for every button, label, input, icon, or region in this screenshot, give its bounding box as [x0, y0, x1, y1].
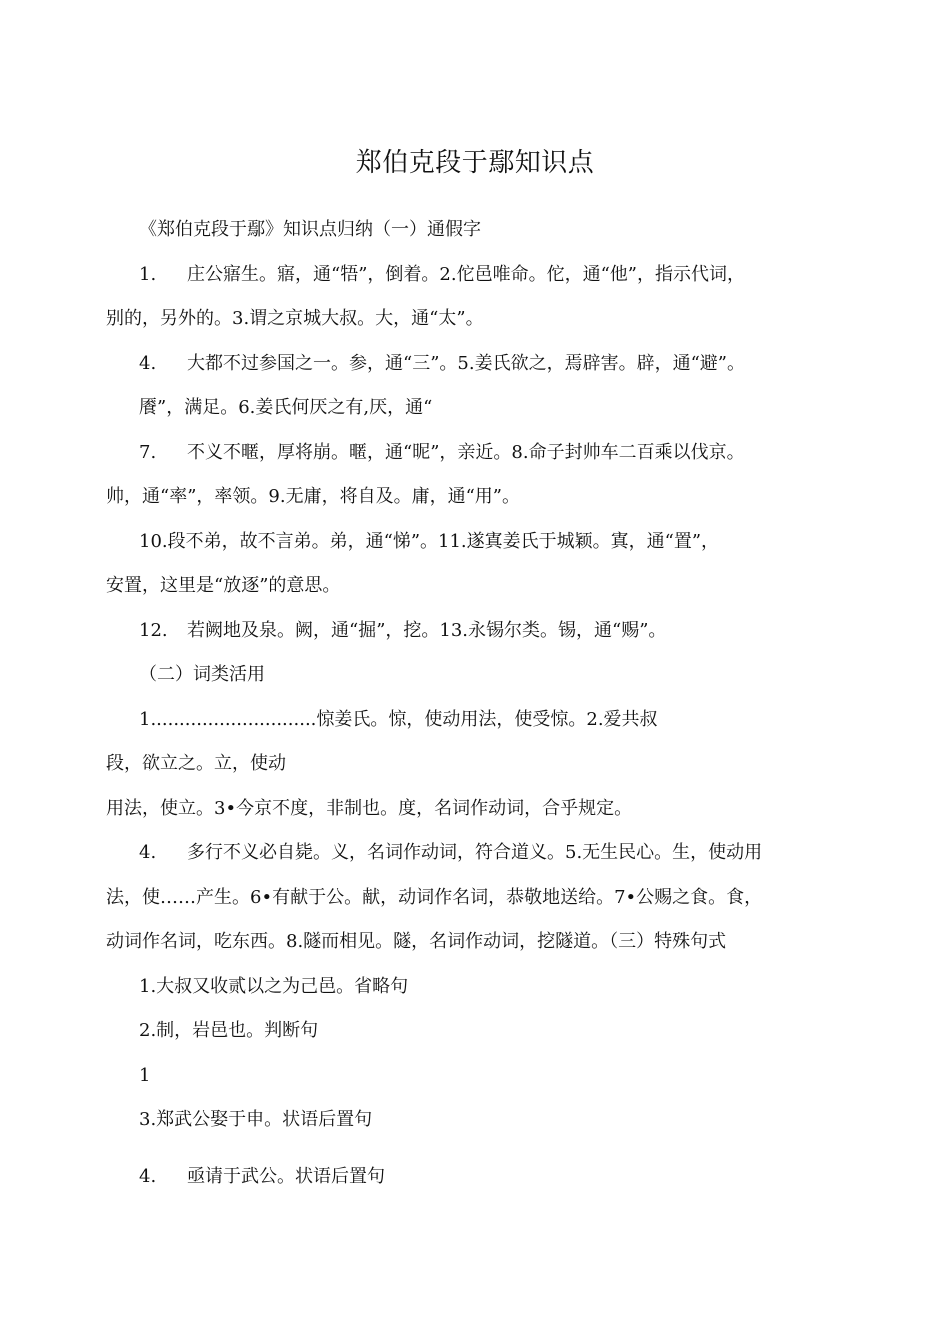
paragraph-line: 安置，这里是“放逐”的意思。 — [106, 575, 341, 596]
paragraph-line: 帅，通“率”，率领。9.无庸，将自及。庸，通“用”。 — [106, 486, 520, 507]
item-number: 4. — [139, 1166, 157, 1187]
item-number: 1. — [139, 264, 157, 285]
paragraph-line — [139, 841, 762, 865]
paragraph-line: 2.制，岩邑也。判断句 — [139, 1020, 319, 1041]
page-number: 1 — [139, 1065, 151, 1086]
paragraph-line: 法，使……产生。6•有献于公。献，动词作名词，恭敬地送给。7•公赐之食。食， — [106, 887, 763, 908]
item-number: 4. — [139, 842, 157, 863]
paragraph-line — [139, 1165, 385, 1189]
paragraph-line: 10.段不弟，故不言弟。弟，通“悌”。11.遂寘姜氏于城颖。寘，通“置”， — [139, 531, 720, 552]
paragraph-text: 大都不过参国之一。参，通“三”。5.姜氏欲之，焉辟害。辟，通“避”。 — [187, 353, 745, 374]
paragraph-heading-tongjiazi: 《郑伯克段于鄢》知识点归纳（一）通假字 — [139, 219, 481, 240]
paragraph-line: 1.大叔又收贰以之为己邑。省略句 — [139, 976, 409, 997]
paragraph-text: 庄公寤生。寤，通“牾”，倒着。2.佗邑唯命。佗，通“他”，指示代词， — [187, 264, 745, 285]
paragraph-line — [139, 441, 745, 465]
item-number: 7. — [139, 442, 157, 463]
document-title: 郑伯克段于鄢知识点 — [355, 148, 595, 178]
paragraph-line — [139, 619, 666, 643]
paragraph-line: 3.郑武公娶于申。状语后置句 — [139, 1109, 373, 1130]
paragraph-text: 多行不义必自毙。义，名词作动词，符合道义。5.无生民心。生，使动用 — [187, 842, 763, 863]
paragraph-line — [139, 263, 745, 287]
paragraph-line: 别的，另外的。3.谓之京城大叔。大，通“太”。 — [106, 308, 484, 329]
paragraph-line: 用法，使立。3•今京不度，非制也。度，名词作动词，合乎规定。 — [106, 798, 633, 819]
paragraph-line: 1.............................惊姜氏。惊，使动用法，使受惊。2.爱共叔 — [139, 709, 658, 730]
paragraph-heading-cilei: （二）词类活用 — [139, 664, 265, 685]
paragraph-line: 段，欲立之。立，使动 — [106, 753, 286, 774]
paragraph-line — [139, 352, 745, 376]
paragraph-line: 餍”，满足。6.姜氏何厌之有,厌，通“ — [139, 397, 433, 418]
paragraph-text: 若阙地及泉。阙，通“掘”，挖。13.永锡尔类。锡，通“赐”。 — [187, 620, 667, 641]
item-number: 12. — [139, 620, 168, 641]
paragraph-text: 不义不暱，厚将崩。暱，通“昵”，亲近。8.命子封帅车二百乘以伐京。 — [187, 442, 745, 463]
item-number: 4. — [139, 353, 157, 374]
paragraph-line: 动词作名词，吃东西。8.隧而相见。隧，名词作动词，挖隧道。（三）特殊句式 — [106, 931, 727, 952]
paragraph-text: 亟请于武公。状语后置句 — [187, 1166, 385, 1187]
